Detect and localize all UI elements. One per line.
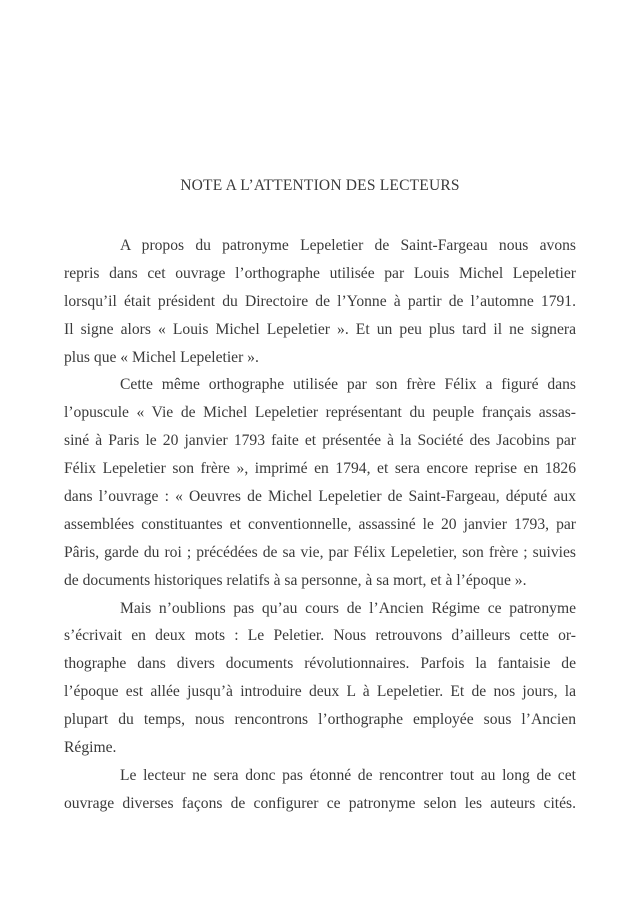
text-line: dans l’ouvrage : « Oeuvres de Michel Lepeletier de Saint-Fargeau, député aux	[64, 488, 576, 506]
paragraph-1	[64, 232, 576, 371]
text-line: de documents historiques relatifs à sa personne, à sa mort, et à l’époque ».	[64, 571, 527, 589]
text-line: l’époque est allée jusqu’à introduire deux L à Lepeletier. Et de nos jours, la	[64, 683, 576, 701]
paragraph-3	[64, 595, 576, 762]
text-line: Mais n’oublions pas qu’au cours de l’Ancien Régime ce patronyme	[120, 599, 576, 617]
text-line: assemblées constituantes et conventionnelle, assassiné le 20 janvier 1793, par	[64, 515, 576, 533]
body-text	[64, 232, 576, 818]
text-line: l’opuscule « Vie de Michel Lepeletier représentant du peuple français assas-	[64, 404, 576, 422]
text-line: plus que « Michel Lepeletier ».	[64, 348, 259, 366]
text-line: Pâris, garde du roi ; précédées de sa vie, par Félix Lepeletier, son frère ; suivies	[64, 543, 576, 561]
text-line: thographe dans divers documents révolutionnaires. Parfois la fantaisie de	[64, 655, 576, 673]
text-line: A propos du patronyme Lepeletier de Saint-Fargeau nous avons	[120, 237, 576, 254]
text-line: ouvrage diverses façons de configurer ce patronyme selon les auteurs cités.	[64, 794, 576, 812]
text-line: Cette même orthographe utilisée par son frère Félix a figuré dans	[120, 376, 576, 394]
text-line: s’écrivait en deux mots : Le Peletier. Nous retrouvons d’ailleurs cette or-	[64, 627, 576, 645]
paragraph-2	[64, 371, 576, 594]
text-line: Le lecteur ne sera donc pas étonné de rencontrer tout au long de cet	[120, 766, 576, 784]
text-line: siné à Paris le 20 janvier 1793 faite et présentée à la Société des Jacobins par	[64, 432, 576, 450]
page-title: NOTE A L’ATTENTION DES LECTEURS	[180, 177, 460, 194]
text-line: lorsqu’il était président du Directoire de l’Yonne à partir de l’automne 1791.	[64, 292, 576, 310]
text-line: Il signe alors « Louis Michel Lepeletier ». Et un peu plus tard il ne signera	[64, 320, 576, 338]
paragraph-4	[64, 762, 576, 818]
text-line: Félix Lepeletier son frère », imprimé en 1794, et sera encore reprise en 1826	[64, 460, 576, 478]
text-line: plupart du temps, nous rencontrons l’orthographe employée sous l’Ancien	[64, 711, 576, 729]
text-line: Régime.	[64, 739, 117, 757]
text-line: repris dans cet ouvrage l’orthographe utilisée par Louis Michel Lepeletier	[64, 264, 576, 282]
